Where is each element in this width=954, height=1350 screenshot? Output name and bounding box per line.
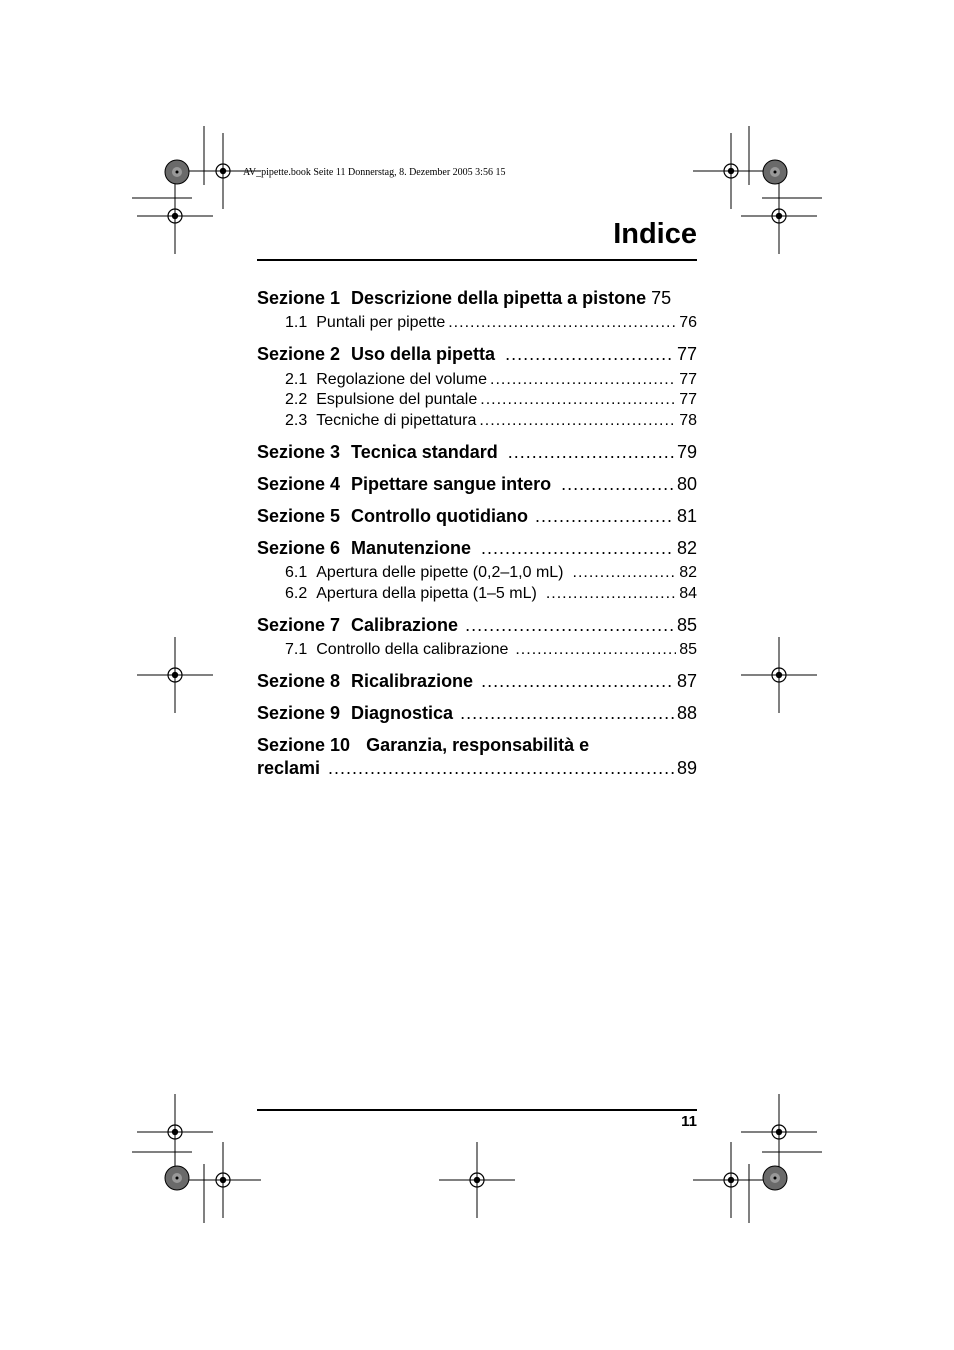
- page-title: Indice: [613, 218, 697, 250]
- toc-subsection-number: 2.3: [285, 412, 308, 429]
- toc-subsection-number: 2.1: [285, 371, 308, 388]
- toc-section-title: Ricalibrazione: [351, 671, 474, 691]
- toc-entry-sezione-10[interactable]: [257, 733, 697, 757]
- toc-subsection-title: Apertura della pipetta (1–5 mL): [316, 585, 537, 602]
- dot-leader: [481, 536, 674, 560]
- toc-entry-sezione-7[interactable]: [257, 613, 697, 637]
- dot-leader: [448, 313, 676, 333]
- toc-section-number: Sezione 7: [257, 615, 341, 635]
- toc-entry-sezione-8[interactable]: [257, 669, 697, 693]
- print-header: AV_pipette.book Seite 11 Donnerstag, 8. Dezember 2005 3:56 15: [243, 167, 506, 178]
- toc-subsection-title: Puntali per pipette: [316, 314, 446, 331]
- toc-entry-7-1[interactable]: [257, 640, 697, 660]
- toc-subsection-number: 6.1: [285, 564, 308, 581]
- toc-entry-sezione-10-cont[interactable]: [257, 756, 697, 780]
- toc-page-number: 82: [679, 564, 697, 581]
- toc-entry-1-1[interactable]: [257, 313, 697, 333]
- toc-entry-sezione-3[interactable]: [257, 440, 697, 464]
- toc-section-number: Sezione 3: [257, 442, 341, 462]
- dot-leader: [573, 563, 677, 583]
- toc-page-number: 76: [679, 314, 697, 331]
- toc-page-number: 79: [676, 442, 697, 462]
- dot-leader: [481, 669, 674, 693]
- toc-section-number: Sezione 8: [257, 671, 341, 691]
- toc-section-number: Sezione 2: [257, 344, 341, 364]
- toc-entry-sezione-4[interactable]: [257, 472, 697, 496]
- toc-page-number: 82: [676, 538, 697, 558]
- toc-entry-6-2[interactable]: [257, 584, 697, 604]
- toc-section-number: Sezione 4: [257, 474, 341, 494]
- toc-subsection-number: 6.2: [285, 585, 308, 602]
- toc-page-number: 85: [679, 641, 697, 658]
- dot-leader: [505, 342, 674, 366]
- toc-section-title-continued: reclami: [257, 758, 321, 778]
- toc-page-number: 77: [676, 344, 697, 364]
- toc-entry-6-1[interactable]: [257, 563, 697, 583]
- toc-section-title: Uso della pipetta: [351, 344, 496, 364]
- toc-subsection-title: Apertura delle pipette (0,2–1,0 mL): [316, 564, 564, 581]
- toc-page-number: 75: [651, 288, 672, 308]
- toc-page-number: 88: [676, 703, 697, 723]
- page-number: 11: [681, 1113, 697, 1130]
- toc-entry-sezione-9[interactable]: [257, 701, 697, 725]
- title-rule: [257, 259, 697, 261]
- toc-subsection-title: Regolazione del volume: [316, 371, 488, 388]
- toc-page-number: 84: [679, 585, 697, 602]
- toc-page-number: 78: [679, 412, 697, 429]
- dot-leader: [546, 584, 676, 604]
- dot-leader: [561, 472, 674, 496]
- dot-leader: [490, 370, 676, 390]
- dot-leader: [535, 504, 674, 528]
- toc-entry-sezione-5[interactable]: [257, 504, 697, 528]
- toc-entry-sezione-2[interactable]: [257, 342, 697, 366]
- toc-page-number: 77: [679, 391, 697, 408]
- dot-leader: [465, 613, 674, 637]
- toc-subsection-title: Tecniche di pipettatura: [316, 412, 477, 429]
- toc-subsection-title: Espulsione del puntale: [316, 391, 478, 408]
- toc-entry-sezione-1[interactable]: [257, 286, 697, 310]
- toc-section-title: Pipettare sangue intero: [351, 474, 552, 494]
- toc-section-title: Garanzia, responsabilità e: [366, 735, 590, 755]
- toc-page-number: 87: [676, 671, 697, 691]
- dot-leader: [460, 701, 674, 725]
- toc-section-title: Tecnica standard: [351, 442, 498, 462]
- toc-section-title: Calibrazione: [351, 615, 459, 635]
- toc-section-number: Sezione 1: [257, 288, 341, 308]
- toc-section-number: Sezione 10: [257, 735, 351, 755]
- toc-entry-2-2[interactable]: [257, 390, 697, 410]
- dot-leader: [480, 390, 676, 410]
- toc-entry-sezione-6[interactable]: [257, 536, 697, 560]
- toc-section-title: Diagnostica: [351, 703, 454, 723]
- toc-page-number: 85: [676, 615, 697, 635]
- dot-leader: [515, 640, 676, 660]
- toc-section-title: Manutenzione: [351, 538, 472, 558]
- toc-subsection-number: 1.1: [285, 314, 308, 331]
- toc-page-number: 81: [676, 506, 697, 526]
- toc-entry-2-3[interactable]: [257, 411, 697, 431]
- toc-section-number: Sezione 9: [257, 703, 341, 723]
- toc-section-number: Sezione 6: [257, 538, 341, 558]
- toc-entry-2-1[interactable]: [257, 370, 697, 390]
- toc-page-number: 80: [676, 474, 697, 494]
- toc-subsection-number: 7.1: [285, 641, 308, 658]
- dot-leader: [508, 440, 674, 464]
- toc-section-title: Descrizione della pipetta a pistone: [351, 288, 647, 308]
- toc-subsection-title: Controllo della calibrazione: [316, 641, 509, 658]
- toc-section-title: Controllo quotidiano: [351, 506, 528, 526]
- dot-leader: [328, 756, 674, 780]
- dot-leader: [479, 411, 676, 431]
- toc-page-number: 77: [679, 371, 697, 388]
- toc-section-number: Sezione 5: [257, 506, 341, 526]
- footer-rule: [257, 1109, 697, 1111]
- toc-page-number: 89: [676, 758, 697, 778]
- toc-subsection-number: 2.2: [285, 391, 308, 408]
